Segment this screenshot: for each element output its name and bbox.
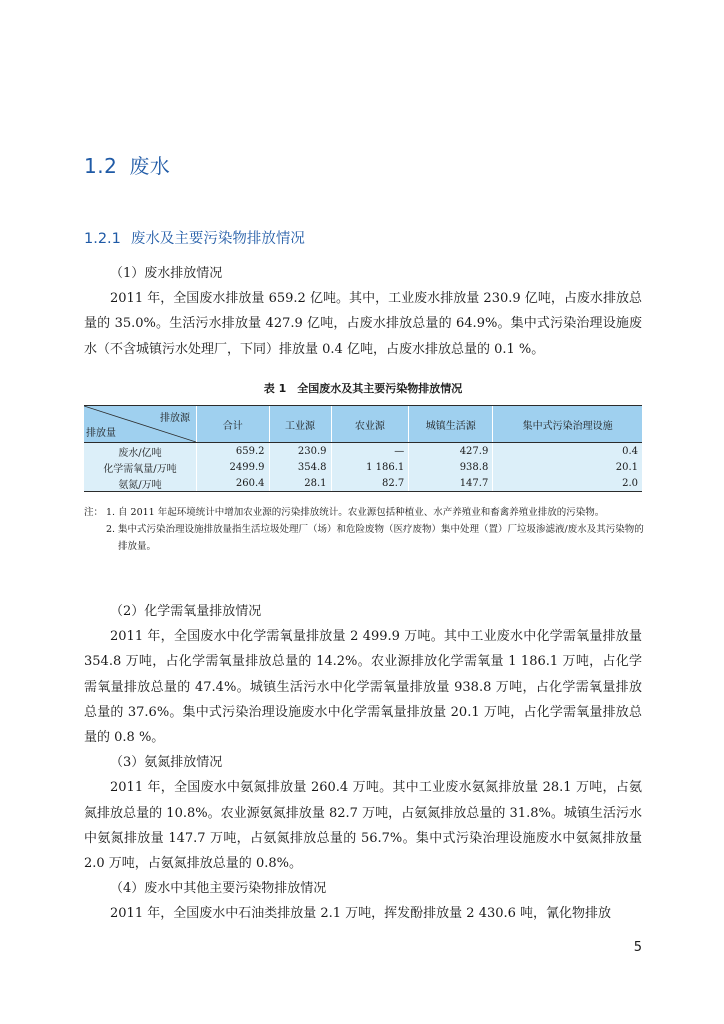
- note-number: 1.: [106, 507, 116, 518]
- table-row: [84, 443, 642, 460]
- table-cell: 427.9: [409, 443, 493, 460]
- paragraph-text: 2011 年，全国废水中石油类排放量 2.1 万吨，挥发酚排放量 2 430.6 吨，氰化物排放: [110, 906, 612, 922]
- paragraph-text: 2011 年，全国废水中化学需氧量排放量 2 499.9 万吨。其中工业废水中化学需氧量排放量 354.8 万吨，占化学需氧量排放总量的 14.2%。农业源排放化学需氧量 1 186.1 万吨，占化学需氧量排放总量的 47.4%。城镇生活污水中化学需氧量排放量 938.8 万吨，占化学需氧量排放总量的 37.6%。集中式污染治理设施废水中化学需氧量排放量 20.1 万吨，占化学需氧量排放总量的 0.8 %。: [84, 629, 642, 746]
- row-label: 废水/亿吨: [84, 443, 197, 460]
- table-cell: 938.8: [409, 459, 493, 475]
- table-cell: 1 186.1: [331, 459, 409, 475]
- paragraph-text: 2011 年，全国废水排放量 659.2 亿吨。其中，工业废水排放量 230.9 亿吨，占废水排放总量的 35.0%。生活污水排放量 427.9 亿吨，占废水排放总量的 64.9%。集中式污染治理设施废水（不含城镇污水处理厂，下同）排放量 0.4 亿吨，占废水排放总量的 0.1 %。: [84, 291, 642, 357]
- paragraph-text: 2011 年，全国废水中氨氮排放量 260.4 万吨。其中工业废水氨氮排放量 28.1 万吨，占氨氮排放总量的 10.8%。农业源氨氮排放量 82.7 万吨，占氨氮排放总量的 31.8%。城镇生活污水中氨氮排放量 147.7 万吨，占氨氮排放总量的 56.7%。集中式污染治理设施废水中氨氮排放量 2.0 万吨，占氨氮排放总量的 0.8%。: [84, 780, 642, 872]
- table-cell: 2499.9: [197, 459, 270, 475]
- subsection-title: 废水及主要污染物排放情况: [130, 231, 305, 247]
- paragraph-wastewater: [84, 261, 642, 362]
- note-label: 注：: [84, 507, 104, 518]
- page-number: 5: [633, 940, 642, 955]
- note-text: 自 2011 年起环境统计中增加农业源的污染排放统计。农业源包括种植业、水产养殖业和畜禽养殖业排放的污染物。: [118, 507, 605, 518]
- table-caption: 表 1 全国废水及其主要污染物排放情况: [263, 382, 463, 395]
- row-label: 氨氮/万吨: [84, 475, 197, 492]
- section-heading: [84, 150, 170, 179]
- note-item: [84, 504, 644, 521]
- table-header-row: [84, 406, 642, 443]
- corner-label-source: 排放源: [160, 413, 190, 424]
- paragraph-heading: （3）氨氮排放情况: [110, 755, 223, 771]
- note-text: 集中式污染治理设施排放量指生活垃圾处理厂（场）和危险废物（医疗废物）集中处理（置）厂垃圾渗滤液/废水及其污染物的排放量。: [118, 524, 644, 552]
- note-item: [84, 521, 644, 555]
- column-header: 城镇生活源: [409, 406, 493, 443]
- table-cell: 659.2: [197, 443, 270, 460]
- table-row: [84, 475, 642, 492]
- table-cell: 147.7: [409, 475, 493, 492]
- table-cell: 354.8: [269, 459, 331, 475]
- table-cell: 28.1: [269, 475, 331, 492]
- table-cell: 260.4: [197, 475, 270, 492]
- paragraph-heading: （1）废水排放情况: [110, 266, 223, 281]
- subsection-heading: [84, 227, 305, 248]
- section-number: 1.2: [84, 154, 118, 178]
- column-header: 集中式污染治理设施: [493, 406, 642, 443]
- column-header: 农业源: [331, 406, 409, 443]
- table-cell: 0.4: [493, 443, 642, 460]
- table-corner-header: [84, 406, 197, 443]
- subsection-number: 1.2.1: [84, 231, 121, 247]
- table-cell: 230.9: [269, 443, 331, 460]
- paragraph-heading: （4）废水中其他主要污染物排放情况: [110, 881, 327, 897]
- emissions-table: [84, 405, 642, 492]
- table-row: [84, 459, 642, 475]
- section-title: 废水: [129, 154, 171, 178]
- corner-label-amount: 排放量: [86, 428, 116, 439]
- table-cell: 20.1: [493, 459, 642, 475]
- table-notes: [84, 504, 644, 555]
- paragraph-cod: [84, 599, 642, 927]
- column-header: 合计: [197, 406, 270, 443]
- table-cell: —: [331, 443, 409, 460]
- row-label: 化学需氧量/万吨: [84, 459, 197, 475]
- note-number: 2.: [106, 524, 116, 535]
- column-header: 工业源: [269, 406, 331, 443]
- table-cell: 82.7: [331, 475, 409, 492]
- table-cell: 2.0: [493, 475, 642, 492]
- paragraph-heading: （2）化学需氧量排放情况: [110, 604, 262, 619]
